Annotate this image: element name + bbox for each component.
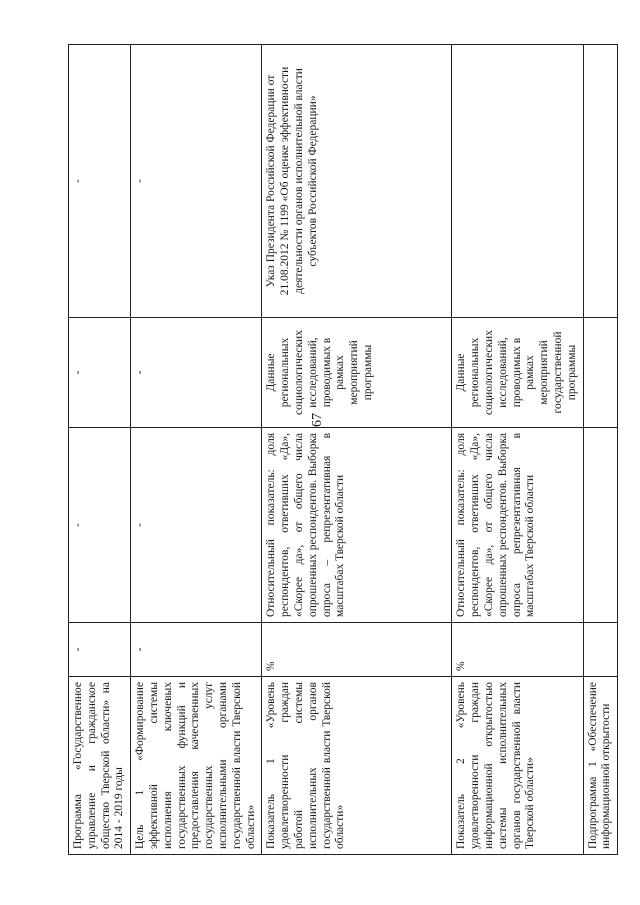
unit-cell: -	[131, 623, 262, 677]
basis-cell: -	[69, 45, 131, 318]
basis-cell: -	[131, 45, 262, 318]
row-title-cell: Подпрограмма 1 «Обеспечение информационной открытости	[583, 677, 618, 855]
row-title-cell: Показатель 2 «Уровень удовлетворенности граждан информационной открытостью системы исполнительных органов государственной власти Тверской области»	[452, 677, 583, 855]
unit-cell	[583, 623, 618, 677]
table-row	[262, 45, 452, 855]
source-cell	[583, 318, 618, 428]
source-cell: -	[131, 318, 262, 428]
table-row	[69, 45, 131, 855]
page-number: 67	[310, 413, 325, 427]
source-cell: Данные региональных социологических исследований, проводимых в рамках мероприятий программы	[262, 318, 452, 428]
source-cell: Данные региональных социологических исследований, проводимых в рамках мероприятий государственной программы	[452, 318, 583, 428]
rotated-table-container	[68, 45, 613, 855]
method-cell	[583, 428, 618, 623]
unit-cell: %	[452, 623, 583, 677]
table-row	[131, 45, 262, 855]
basis-cell: Указ Президента Российской Федерации от 21.08.2012 № 1199 «Об оценке эффективности деятельности органов исполнительной власти субъектов Российской Федерации»	[262, 45, 452, 318]
indicators-table	[68, 44, 618, 855]
row-title-cell: Цель 1 «Формирование эффективной системы исполнения ключевых государственных функций и предоставления качественных государственных услуг исполнительными органами государственной власти Тверской области»	[131, 677, 262, 855]
basis-cell	[452, 45, 583, 318]
method-cell: Относительный показатель: доля респондентов, ответивших «Да», «Скорее да», от общего числа опрошенных респондентов. Выборка опроса репрезентативная в масштабах Тверской области	[452, 428, 583, 623]
row-title-cell: Показатель 1 «Уровень удовлетворенности граждан работой системы исполнительных органов государственной власти Тверской области»	[262, 677, 452, 855]
basis-cell	[583, 45, 618, 318]
table-row	[583, 45, 618, 855]
unit-cell: %	[262, 623, 452, 677]
source-cell: -	[69, 318, 131, 428]
table-row	[452, 45, 583, 855]
unit-cell: -	[69, 623, 131, 677]
method-cell: -	[131, 428, 262, 623]
method-cell: -	[69, 428, 131, 623]
row-title-cell: Программа «Государственное управление и гражданское общество Тверской области» на 2014 - 2019 годы	[69, 677, 131, 855]
method-cell: Относительный показатель: доля респондентов, ответивших «Да», «Скорее да», от общего числа опрошенных респондентов. Выборка опроса – репрезентативная в масштабах Тверской области	[262, 428, 452, 623]
